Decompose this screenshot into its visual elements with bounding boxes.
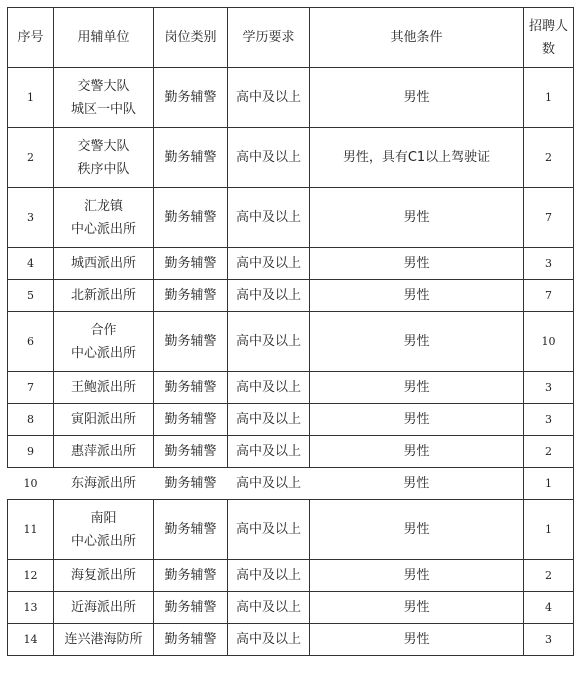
cell-count: 2 (524, 560, 574, 592)
header-no: 序号 (8, 8, 54, 68)
table-row (8, 624, 574, 656)
cell-conditions: 男性 (310, 280, 524, 312)
unit-line: 秩序中队 (77, 161, 130, 177)
cell-unit (54, 624, 154, 656)
cell-no: 8 (8, 404, 54, 436)
cell-category: 勤务辅警 (154, 248, 228, 280)
recruitment-table (7, 7, 574, 656)
table-row (8, 188, 574, 248)
cell-education: 高中及以上 (228, 436, 310, 468)
cell-count: 3 (524, 404, 574, 436)
cell-education: 高中及以上 (228, 280, 310, 312)
unit-line: 交警大队 (77, 138, 130, 154)
unit-line: 城区一中队 (70, 101, 136, 117)
unit-line: 中心派出所 (70, 345, 136, 361)
header-education: 学历要求 (228, 8, 310, 68)
cell-education: 高中及以上 (228, 404, 310, 436)
cell-no: 14 (8, 624, 54, 656)
cell-no: 3 (8, 188, 54, 248)
cell-education: 高中及以上 (228, 128, 310, 188)
cell-conditions: 男性 (310, 188, 524, 248)
cell-conditions: 男性 (310, 372, 524, 404)
table-row (8, 592, 574, 624)
cell-education: 高中及以上 (228, 560, 310, 592)
cell-education: 高中及以上 (228, 592, 310, 624)
unit-line: 城西派出所 (70, 256, 136, 271)
cell-count: 2 (524, 128, 574, 188)
cell-category: 勤务辅警 (154, 624, 228, 656)
cell-count: 10 (524, 312, 574, 372)
cell-conditions: 男性 (310, 436, 524, 468)
unit-line: 东海派出所 (70, 476, 136, 491)
header-unit: 用辅单位 (54, 8, 154, 68)
table-row (8, 500, 574, 560)
cell-no: 6 (8, 312, 54, 372)
cell-unit (54, 280, 154, 312)
cell-category: 勤务辅警 (154, 592, 228, 624)
cell-no: 12 (8, 560, 54, 592)
unit-line: 惠萍派出所 (70, 444, 136, 459)
header-category: 岗位类别 (154, 8, 228, 68)
cell-unit (54, 500, 154, 560)
cell-category: 勤务辅警 (154, 188, 228, 248)
cell-no: 13 (8, 592, 54, 624)
unit-line: 中心派出所 (70, 533, 136, 549)
cell-conditions: 男性 (310, 560, 524, 592)
cell-count: 2 (524, 436, 574, 468)
unit-line: 连兴港海防所 (64, 632, 143, 647)
cell-conditions: 男性 (310, 404, 524, 436)
cell-count: 1 (524, 500, 574, 560)
cell-no: 5 (8, 280, 54, 312)
unit-line: 寅阳派出所 (70, 412, 136, 427)
cell-no: 7 (8, 372, 54, 404)
cell-category: 勤务辅警 (154, 280, 228, 312)
cell-education: 高中及以上 (228, 468, 310, 500)
cell-unit (54, 592, 154, 624)
cell-unit (54, 128, 154, 188)
cell-category: 勤务辅警 (154, 312, 228, 372)
cell-conditions: 男性 (310, 500, 524, 560)
table-row (8, 436, 574, 468)
table-row (8, 404, 574, 436)
unit-line: 合作 (90, 322, 117, 338)
table-row (8, 248, 574, 280)
cell-unit (54, 404, 154, 436)
cell-count: 1 (524, 68, 574, 128)
cell-conditions: 男性 (310, 624, 524, 656)
cell-no: 2 (8, 128, 54, 188)
cell-education: 高中及以上 (228, 188, 310, 248)
unit-line: 中心派出所 (70, 221, 136, 237)
cell-count: 3 (524, 372, 574, 404)
cell-education: 高中及以上 (228, 624, 310, 656)
unit-line: 交警大队 (77, 78, 130, 94)
cell-no: 9 (8, 436, 54, 468)
cell-count: 3 (524, 248, 574, 280)
unit-line: 近海派出所 (70, 600, 136, 615)
cell-category: 勤务辅警 (154, 500, 228, 560)
table-row (8, 372, 574, 404)
table-row (8, 280, 574, 312)
cell-unit (54, 560, 154, 592)
cell-category: 勤务辅警 (154, 128, 228, 188)
header-conditions: 其他条件 (310, 8, 524, 68)
header-row (8, 8, 574, 68)
header-count: 招聘人数 (524, 8, 574, 68)
cell-conditions: 男性 (310, 68, 524, 128)
cell-unit (54, 372, 154, 404)
cell-category: 勤务辅警 (154, 436, 228, 468)
cell-count: 3 (524, 624, 574, 656)
cell-category: 勤务辅警 (154, 404, 228, 436)
cell-category: 勤务辅警 (154, 560, 228, 592)
cell-count: 4 (524, 592, 574, 624)
cell-no: 4 (8, 248, 54, 280)
cell-education: 高中及以上 (228, 68, 310, 128)
cell-category: 勤务辅警 (154, 372, 228, 404)
cell-unit (54, 468, 154, 500)
table-row (8, 312, 574, 372)
cell-education: 高中及以上 (228, 500, 310, 560)
cell-unit (54, 188, 154, 248)
cell-no: 1 (8, 68, 54, 128)
cell-unit (54, 68, 154, 128)
cell-conditions: 男性 (310, 592, 524, 624)
cell-unit (54, 436, 154, 468)
table-row (8, 468, 574, 500)
cell-conditions: 男性 (310, 468, 524, 500)
table-row (8, 560, 574, 592)
table-row (8, 68, 574, 128)
cell-count: 7 (524, 280, 574, 312)
cell-education: 高中及以上 (228, 248, 310, 280)
cell-education: 高中及以上 (228, 312, 310, 372)
cell-no: 10 (8, 468, 54, 500)
table-row (8, 128, 574, 188)
cell-category: 勤务辅警 (154, 468, 228, 500)
cell-no: 11 (8, 500, 54, 560)
unit-line: 汇龙镇 (83, 198, 123, 214)
cell-unit (54, 312, 154, 372)
unit-line: 北新派出所 (70, 288, 136, 303)
unit-line: 南阳 (90, 510, 117, 526)
cell-conditions: 男性 (310, 248, 524, 280)
unit-line: 海复派出所 (70, 568, 136, 583)
cell-education: 高中及以上 (228, 372, 310, 404)
cell-count: 1 (524, 468, 574, 500)
cell-conditions: 男性 (310, 312, 524, 372)
unit-line: 王鲍派出所 (70, 380, 136, 395)
cell-conditions: 男性，具有C1以上驾驶证 (310, 128, 524, 188)
cell-count: 7 (524, 188, 574, 248)
cell-category: 勤务辅警 (154, 68, 228, 128)
cell-unit (54, 248, 154, 280)
